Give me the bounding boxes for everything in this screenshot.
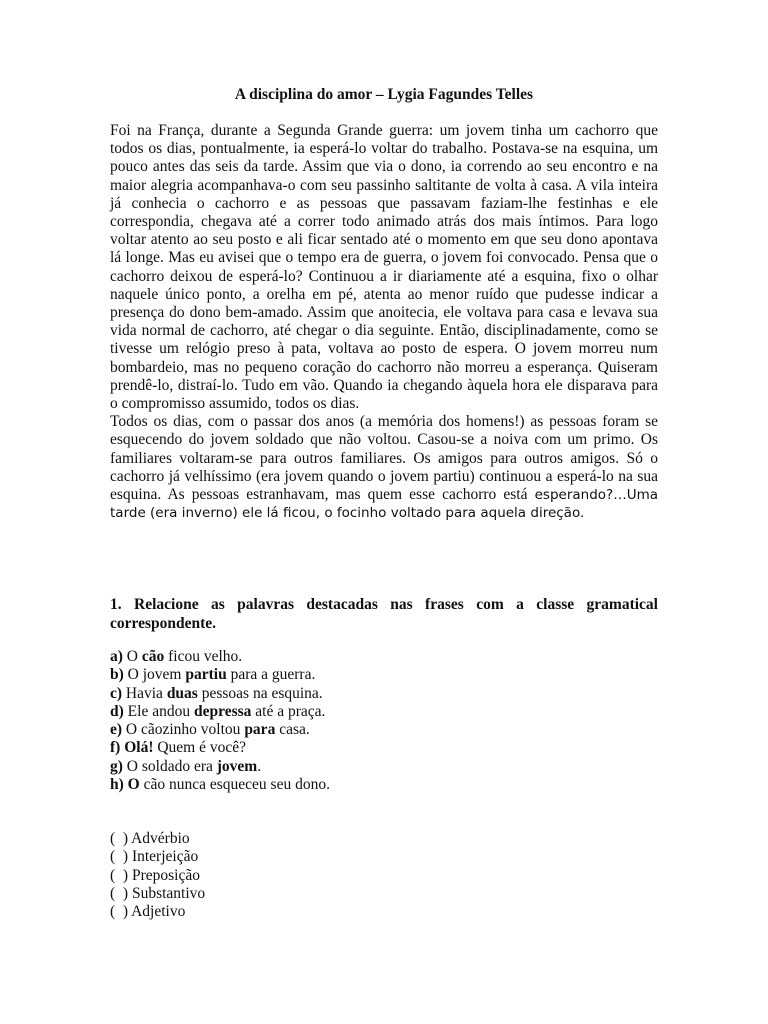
sentence-item: f) Olá! Quem é você? (110, 739, 247, 757)
sentence-item: g) O soldado era jovem. (110, 757, 262, 775)
sentence-item: e) O cãozinho voltou para casa. (110, 721, 310, 739)
sentence-item: d) Ele andou depressa até a praça. (110, 702, 326, 720)
sentence-item: h) O cão nunca esqueceu seu dono. (110, 776, 330, 794)
option-preposicao: ( ) Preposição (110, 866, 200, 884)
option-adjetivo: ( ) Adjetivo (110, 903, 186, 921)
option-interjeicao: ( ) Interjeição (110, 848, 199, 866)
option-substantivo: ( ) Substantivo (110, 884, 206, 902)
story-text (110, 122, 658, 522)
highlighted-word: duas (166, 684, 198, 702)
question-prompt: 1. Relacione as palavras destacadas nas frases com a classe gramatical correspondente. (110, 596, 658, 632)
highlighted-word: O (127, 776, 140, 794)
story-paragraph-2-tail: esperando?…Uma tarde (era inverno) ele lá ficou, o focinho voltado para aquela direção. (110, 487, 659, 522)
sentence-list (110, 648, 658, 794)
highlighted-word: cão (141, 648, 165, 665)
document-title: A disciplina do amor – Lygia Fagundes Telles (234, 86, 534, 103)
sentence-item: c) Havia duas pessoas na esquina. (110, 684, 323, 702)
highlighted-word: partiu (185, 666, 227, 684)
highlighted-word: para (244, 721, 276, 739)
story-paragraph-2-body: Todos os dias, com o passar dos anos (a memória dos homens!) as pessoas foram se esquecendo do jovem soldado que não voltou. Casou-se a noiva com um primo. Os familiares voltaram-se para outros familiares. Os amigos para outros amigos. Só o cachorro já velhíssimo (era jovem quando o jovem partiu) continuou a esperá-lo na sua esquina. As pessoas estranhavam, mas quem esse cachorro está (110, 413, 658, 504)
story-paragraph-2 (110, 413, 658, 522)
highlighted-word: Olá! (124, 739, 154, 757)
story-paragraph-1: Foi na França, durante a Segunda Grande guerra: um jovem tinha um cachorro que todos os dias, pontualmente, ia esperá-lo voltar do trabalho. Postava-se na esquina, um pouco antes das seis da tarde. Assim que via o dono, ia correndo ao seu encontro e na maior alegria acompanhava-o com seu passinho saltitante de volta à casa. A vila inteira já conhecia o cachorro e as pessoas que passavam faziam-lhe festinhas e ele correspondia, chegava até a correr todo animado atrás dos mais íntimos. Para logo voltar atento ao seu posto e ali ficar sentado até o momento em que seu dono apontava lá longe. Mas eu avisei que o tempo era de guerra, o jovem foi convocado. Pensa que o cachorro deixou de esperá-lo? Continuou a ir diariamente até a esquina, fixo o olhar naquele único ponto, a orelha em pé, atenta ao menor ruído que pudesse indicar a presença do dono bem-amado. Assim que anoitecia, ele voltava para casa e levava sua vida normal de cachorro, até chegar o dia seguinte. Então, disciplinadamente, como se tivesse um relógio preso à pata, voltava ao posto de espera. O jovem morreu num bombardeio, mas no pequeno coração do cachorro não morreu a esperança. Quiseram prendê-lo, distraí-lo. Tudo em vão. Quando ia chegando àquela hora ele disparava para o compromisso assumido, todos os dias. (110, 122, 658, 413)
sentence-item: b) O jovem partiu para a guerra. (110, 666, 316, 684)
highlighted-word: jovem (216, 757, 258, 775)
option-adverbio: ( ) Advérbio (110, 830, 190, 847)
sentence-item: a) O cão ficou velho. (110, 648, 243, 665)
answer-options (110, 830, 658, 921)
highlighted-word: depressa (193, 702, 252, 720)
